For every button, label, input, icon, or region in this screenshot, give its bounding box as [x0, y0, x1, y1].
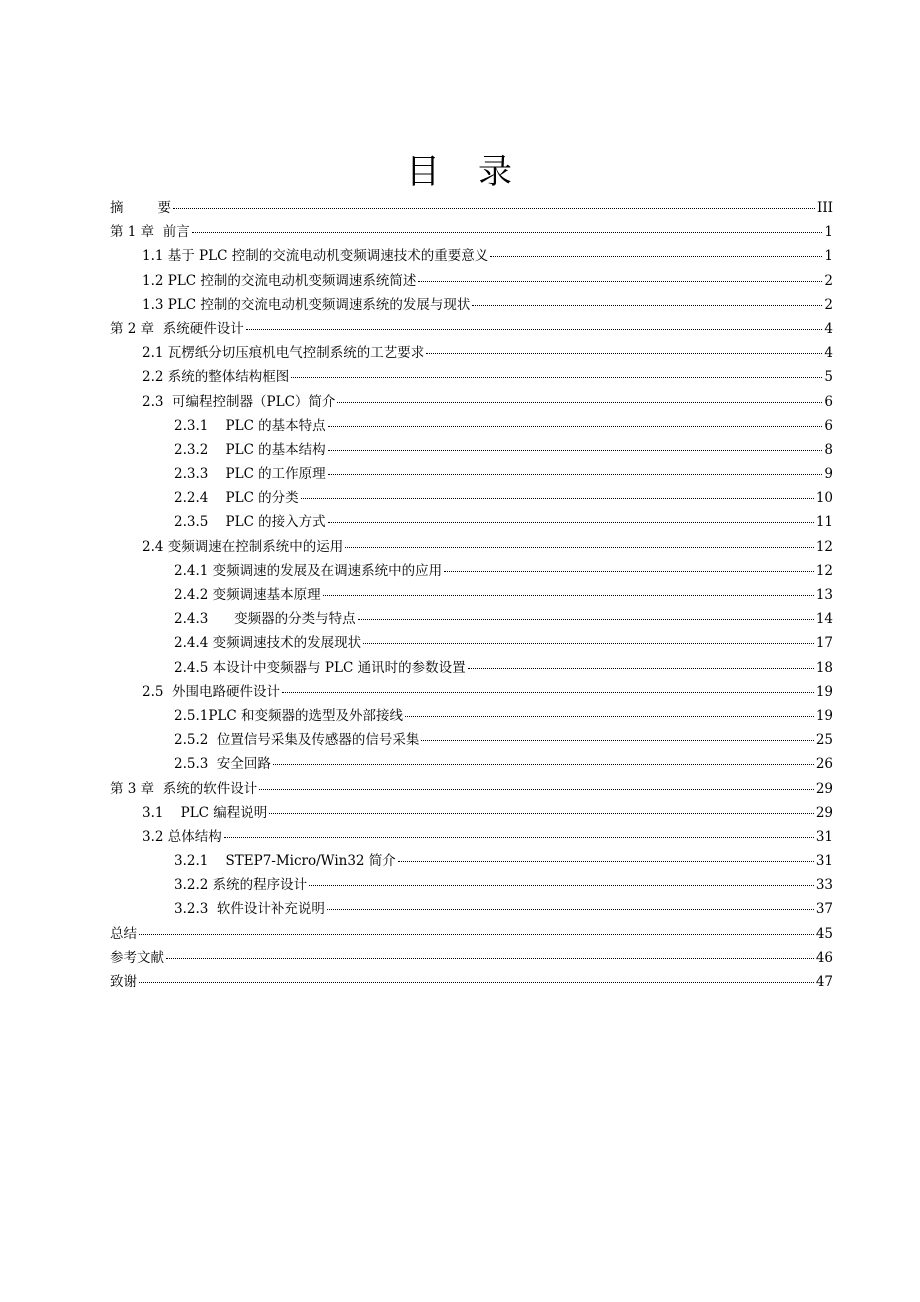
toc-leader-dots: [139, 934, 814, 935]
toc-entry[interactable]: [110, 293, 833, 317]
toc-leader-dots: [418, 281, 822, 282]
toc-entry[interactable]: [110, 462, 833, 486]
toc-leader-dots: [421, 740, 813, 741]
toc-entry-page: 19: [815, 683, 833, 700]
toc-leader-dots: [309, 885, 814, 886]
toc-entry-label: 总结: [110, 925, 137, 942]
toc-entry-page: 2: [824, 296, 833, 313]
toc-entry-label: 2.4.4 变频调速技术的发展现状: [174, 635, 362, 652]
toc-leader-dots: [323, 595, 814, 596]
toc-entry[interactable]: [110, 486, 833, 510]
toc-entry-label: 1.2 PLC 控制的交流电动机变频调速系统简述: [142, 272, 417, 289]
toc-entry-label: 2.5.2 位置信号采集及传感器的信号采集: [174, 732, 420, 749]
toc-entry-page: 29: [815, 804, 833, 821]
toc-leader-dots: [405, 716, 814, 717]
toc-entry-page: 13: [815, 587, 833, 603]
toc-entry-label: 2.5.3 安全回路: [174, 756, 271, 773]
toc-entry-page: 33: [815, 877, 833, 894]
toc-entry-label: 2.4 变频调速在控制系统中的运用: [142, 538, 344, 555]
toc-leader-dots: [426, 353, 822, 354]
toc-leader-dots: [269, 813, 814, 814]
toc-entry-label: 3.2.2 系统的程序设计: [174, 877, 308, 894]
toc-entry-label: 3.1 PLC 编程说明: [142, 804, 268, 821]
toc-entry[interactable]: [110, 220, 833, 244]
toc-entry-label: 2.3.5 PLC 的接入方式: [174, 514, 326, 531]
toc-entry[interactable]: [110, 873, 833, 897]
toc-entry-page: 25: [815, 732, 833, 749]
toc-entry-label: 第 3 章 系统的软件设计: [110, 780, 258, 797]
toc-entry[interactable]: [110, 438, 833, 462]
toc-leader-dots: [358, 619, 814, 620]
toc-entry-page: 12: [815, 562, 833, 579]
toc-entry-page: 26: [815, 756, 833, 773]
toc-entry[interactable]: [110, 390, 833, 414]
toc-entry-page: 9: [824, 466, 833, 483]
toc-entry-page: 1: [824, 224, 833, 241]
toc-entry[interactable]: [110, 244, 833, 268]
table-of-contents: [110, 196, 833, 994]
toc-entry-label: 2.3.3 PLC 的工作原理: [174, 466, 326, 483]
toc-entry-page: 17: [815, 635, 833, 652]
toc-entry[interactable]: [110, 535, 833, 559]
toc-entry-label: 第 1 章 前言: [110, 224, 190, 241]
toc-leader-dots: [468, 668, 814, 669]
toc-entry-label: 第 2 章 系统硬件设计: [110, 320, 244, 337]
toc-entry-page: 19: [815, 707, 833, 724]
toc-leader-dots: [345, 547, 814, 548]
toc-leader-dots: [291, 377, 822, 378]
toc-entry-label: 2.3.2 PLC 的基本结构: [174, 441, 326, 458]
toc-entry-page: 47: [815, 974, 833, 990]
toc-entry-label: 1.1 基于 PLC 控制的交流电动机变频调速技术的重要意义: [142, 248, 489, 265]
toc-entry[interactable]: [110, 849, 833, 873]
toc-entry-label: 1.3 PLC 控制的交流电动机变频调速系统的发展与现状: [142, 296, 471, 313]
toc-entry-label: 2.5.1PLC 和变频器的选型及外部接线: [174, 707, 404, 724]
toc-entry-page: 5: [824, 369, 833, 386]
toc-entry-label: 2.3 可编程控制器（PLC）简介: [142, 393, 336, 410]
toc-entry[interactable]: [110, 317, 833, 341]
toc-leader-dots: [273, 764, 814, 765]
toc-entry[interactable]: [110, 825, 833, 849]
toc-entry[interactable]: [110, 897, 833, 921]
toc-entry[interactable]: [110, 607, 833, 631]
toc-entry-label: 2.4.2 变频调速基本原理: [174, 587, 321, 603]
toc-entry-page: 14: [815, 611, 833, 628]
toc-entry[interactable]: [110, 559, 833, 583]
toc-entry-page: 8: [824, 441, 833, 458]
page-title: [0, 146, 920, 198]
toc-leader-dots: [282, 692, 814, 693]
toc-leader-dots: [328, 426, 823, 427]
toc-leader-dots: [328, 522, 814, 523]
toc-entry-label: 2.4.3 变频器的分类与特点: [174, 611, 356, 628]
toc-entry-page: 11: [815, 514, 833, 531]
toc-entry-page: 4: [824, 345, 833, 362]
toc-leader-dots: [327, 909, 814, 910]
toc-leader-dots: [224, 837, 814, 838]
toc-entry-page: 31: [815, 828, 833, 845]
toc-entry-page: 46: [815, 949, 833, 966]
toc-entry-label: 3.2.1 STEP7-Micro/Win32 简介: [174, 853, 396, 870]
toc-entry-page: III: [817, 200, 833, 216]
toc-entry-page: 45: [815, 925, 833, 942]
toc-entry-page: 37: [815, 901, 833, 918]
toc-leader-dots: [139, 982, 814, 983]
toc-entry[interactable]: [110, 777, 833, 801]
toc-entry-label: 2.2 系统的整体结构框图: [142, 369, 290, 386]
toc-entry-page: 4: [824, 320, 833, 337]
toc-entry-page: 6: [824, 417, 833, 434]
toc-entry[interactable]: [110, 922, 833, 946]
toc-entry[interactable]: [110, 704, 833, 728]
toc-leader-dots: [337, 402, 822, 403]
toc-entry-page: 1: [824, 248, 833, 265]
toc-entry[interactable]: [110, 946, 833, 970]
toc-leader-dots: [472, 305, 822, 306]
toc-entry[interactable]: [110, 656, 833, 680]
toc-entry-page: 6: [824, 393, 833, 410]
toc-entry-abstract[interactable]: [110, 196, 833, 220]
toc-entry-page: 2: [824, 272, 833, 289]
toc-entry-label: 2.5 外围电路硬件设计: [142, 683, 281, 700]
toc-leader-dots: [328, 450, 823, 451]
toc-entry[interactable]: [110, 801, 833, 825]
toc-entry-label: 2.3.1 PLC 的基本特点: [174, 417, 326, 434]
toc-entry[interactable]: [110, 365, 833, 389]
toc-leader-dots: [166, 958, 814, 959]
toc-leader-dots: [444, 571, 814, 572]
toc-entry-label: 2.4.1 变频调速的发展及在调速系统中的应用: [174, 562, 443, 579]
title-char-1: 目: [406, 152, 442, 192]
toc-leader-dots: [192, 232, 823, 233]
toc-entry-label: 2.1 瓦楞纸分切压痕机电气控制系统的工艺要求: [142, 345, 425, 362]
toc-entry-label: 摘 要: [110, 200, 171, 216]
toc-entry-label: 2.2.4 PLC 的分类: [174, 490, 299, 507]
toc-leader-dots: [301, 498, 814, 499]
toc-entry[interactable]: [110, 510, 833, 534]
toc-leader-dots: [173, 208, 815, 209]
toc-entry-label: 参考文献: [110, 949, 164, 966]
toc-entry-label: 2.4.5 本设计中变频器与 PLC 通讯时的参数设置: [174, 659, 466, 676]
toc-entry[interactable]: [110, 728, 833, 752]
toc-leader-dots: [328, 474, 823, 475]
toc-entry-label: 致谢: [110, 974, 137, 990]
toc-entry[interactable]: [110, 269, 833, 293]
toc-entry[interactable]: [110, 583, 833, 607]
toc-leader-dots: [490, 256, 822, 257]
toc-entry-page: 10: [815, 490, 833, 507]
toc-entry[interactable]: [110, 680, 833, 704]
toc-entry-page: 18: [815, 659, 833, 676]
toc-leader-dots: [259, 789, 814, 790]
toc-entry[interactable]: [110, 752, 833, 776]
toc-leader-dots: [398, 861, 814, 862]
toc-entry-page: 12: [815, 538, 833, 555]
toc-entry[interactable]: [110, 970, 833, 994]
toc-entry-page: 31: [815, 853, 833, 870]
toc-entry-label: 3.2 总体结构: [142, 828, 222, 845]
toc-entry-label: 3.2.3 软件设计补充说明: [174, 901, 325, 918]
title-char-2: 录: [478, 152, 514, 192]
toc-entry[interactable]: [110, 631, 833, 655]
toc-entry[interactable]: [110, 341, 833, 365]
toc-leader-dots: [363, 643, 814, 644]
toc-entry-page: 29: [815, 780, 833, 797]
toc-leader-dots: [246, 329, 823, 330]
toc-entry[interactable]: [110, 414, 833, 438]
